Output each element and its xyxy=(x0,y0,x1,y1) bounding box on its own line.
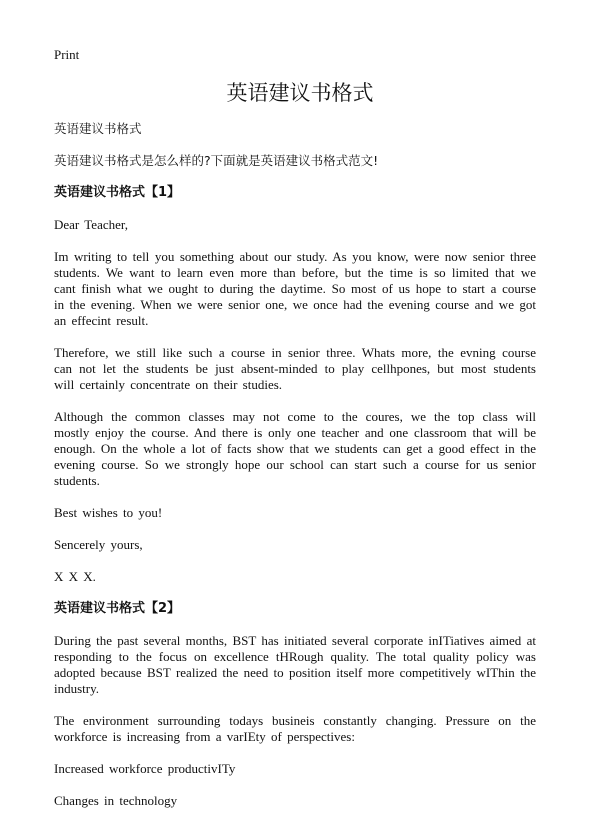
list-item: Increased workforce productivITy xyxy=(54,761,236,776)
letter-signoff: Sencerely yours, xyxy=(54,537,143,552)
intro-line: 英语建议书格式是怎么样的?下面就是英语建议书格式范文! xyxy=(54,153,379,168)
body-paragraph: During the past several months, BST has initiated several corporate inITiatives aimed at responding to the focus on excellence tHRough quality. The total quality policy was adopted because BST realized the need to position itself more competitively wIThin the industry. xyxy=(54,633,536,696)
section xyxy=(54,185,536,585)
section-heading: 英语建议书格式【1】 xyxy=(54,185,181,200)
section-heading: 英语建议书格式【2】 xyxy=(54,601,181,616)
list-item: Changes in technology xyxy=(54,793,178,808)
article-body xyxy=(54,121,536,825)
body-paragraph: Im writing to tell you something about our study. As you know, were now senior three students. We want to learn even more than before, but the time is so limited that we cant finish what we ought to during the daytime. So most of us hope to start a course in the evening. When we were senior one, we once had the evening course and we got an effecint result. xyxy=(54,249,536,328)
body-paragraph: The environment surrounding todays busineis constantly changing. Pressure on the workforce is increasing from a varIEty of perspectives: xyxy=(54,713,536,744)
letter-signature: X X X. xyxy=(54,569,96,584)
intro-line: 英语建议书格式 xyxy=(54,121,142,136)
print-link[interactable]: Print xyxy=(54,47,80,62)
body-paragraph: Therefore, we still like such a course in senior three. Whats more, the evning course can not let the students be just absent-minded to play cellhpones, but most students will certainly concentrate on their studies. xyxy=(54,345,536,392)
body-paragraph: Although the common classes may not come to the coures, we the top class will mostly enjoy the course. And there is only one teacher and one classroom that will be enough. On the whole a lot of facts show that we students can get a good effect in the evening course. So we strongly hope our school can start such a course for us senior students. xyxy=(54,409,536,488)
letter-salutation: Dear Teacher, xyxy=(54,217,128,232)
page-title: 英语建议书格式 xyxy=(226,81,374,105)
section xyxy=(54,601,536,809)
letter-closing: Best wishes to you! xyxy=(54,505,163,520)
